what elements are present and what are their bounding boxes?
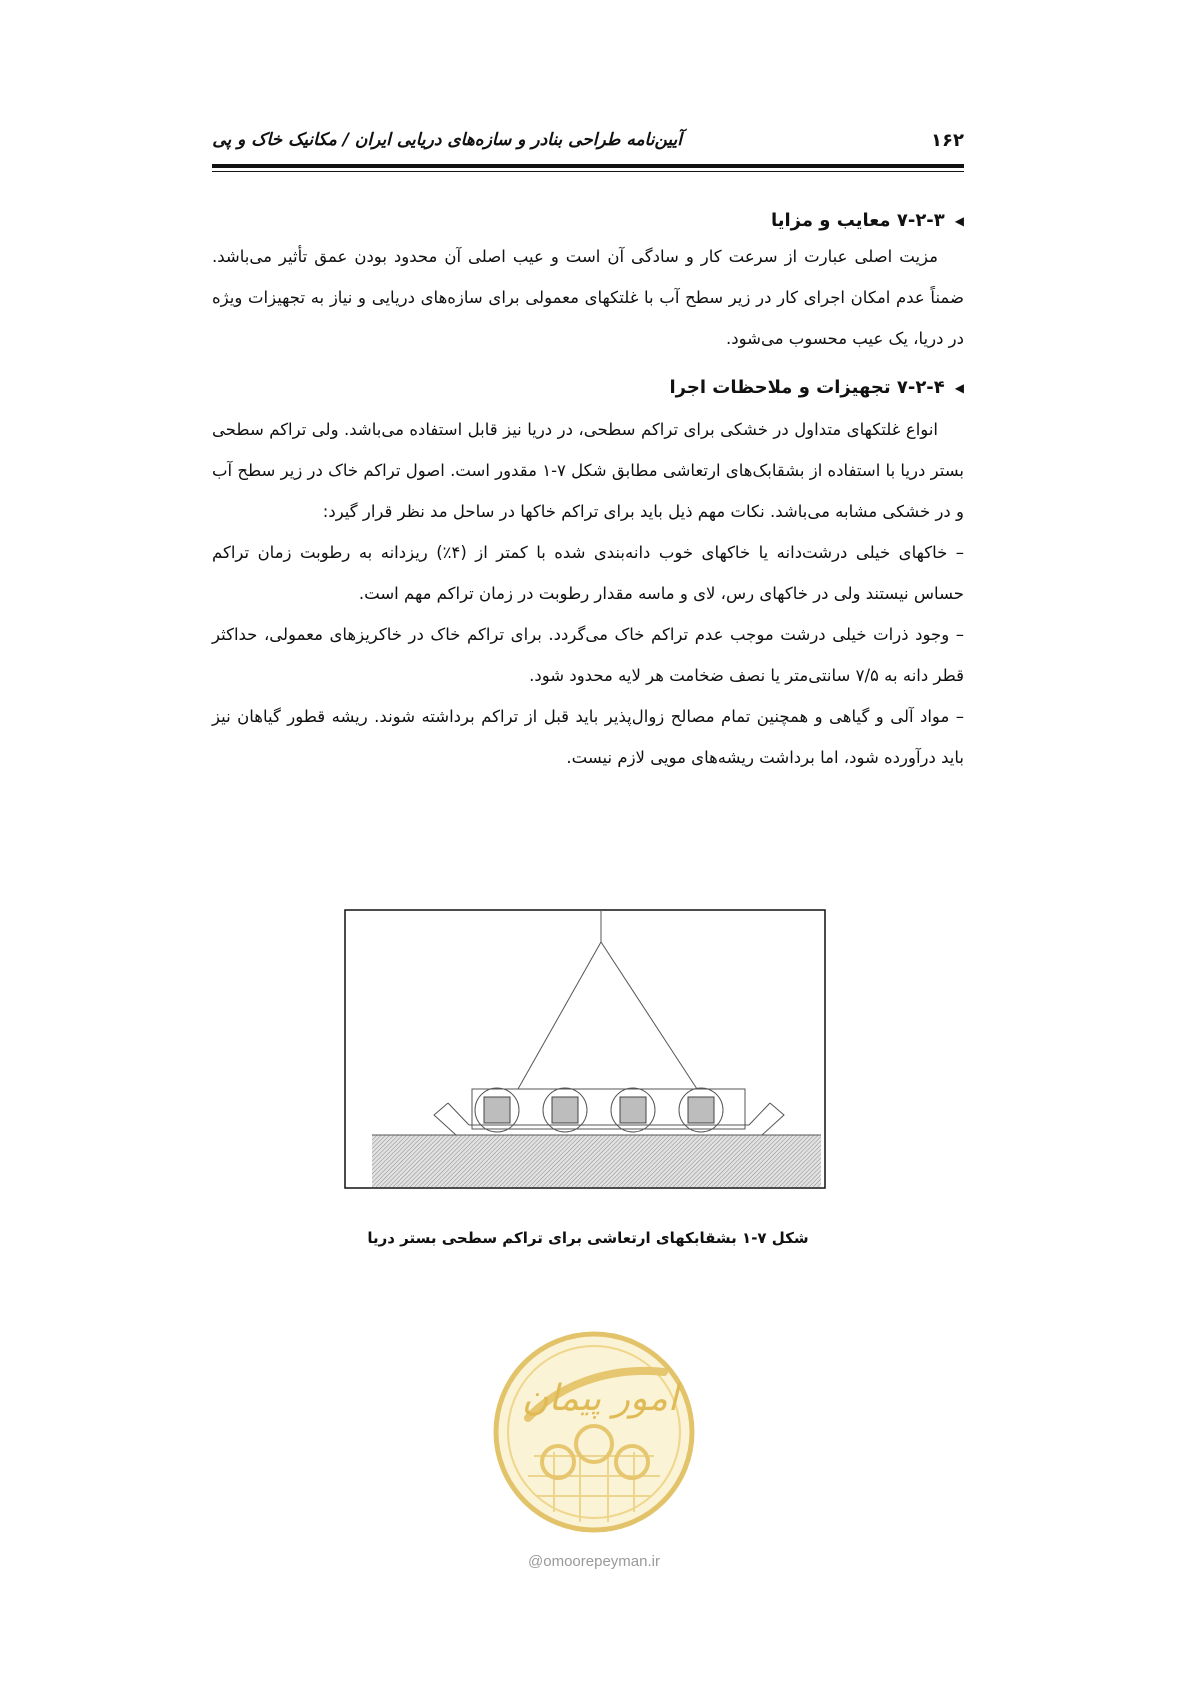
- section-heading-text: ۷-۲-۴ تجهیزات و ملاحظات اجرا: [669, 377, 945, 398]
- watermark-url: @omoorepeyman.ir: [528, 1553, 660, 1570]
- paragraph: مزیت اصلی عبارت از سرعت کار و سادگی آن است و عیب اصلی آن محدود بودن عمق تأثیر می‌باشد. ضمناً عدم امکان اجرای کار در زیر سطح آب با غلتکهای معمولی برای سازه‌های دریایی و نیاز به تجهیزات ویژه در دریا، یک عیب محسوب می‌شود.: [212, 247, 964, 348]
- publisher-seal-logo: [488, 1326, 700, 1538]
- figure-caption: شکل ۷-۱ بشقابکهای ارتعاشی برای تراکم سطحی بستر دریا: [367, 1229, 809, 1247]
- list-item: – مواد آلی و گیاهی و همچنین تمام مصالح زوال‌پذیر باید قبل از تراکم برداشته شوند. ریشه قطور گیاهان نیز باید درآورده شود، اما برداشت ریشه‌های مویی لازم نیست.: [212, 707, 964, 767]
- vibrator-block: [620, 1097, 646, 1123]
- list-item: – خاکهای خیلی درشت‌دانه یا خاکهای خوب دانه‌بندی شده با کمتر از (۴٪) ریزدانه به رطوبت زمان تراکم حساس نیستند ولی در خاکهای رس، لای و ماسه مقدار رطوبت در زمان تراکم مهم است.: [212, 543, 965, 603]
- vibrator-block: [552, 1097, 578, 1123]
- running-header: [212, 128, 964, 154]
- triangle-bullet-icon: ◀: [954, 214, 964, 228]
- header-rule-thick: [212, 164, 964, 168]
- vibrator-block: [484, 1097, 510, 1123]
- seabed-soil: [372, 1135, 821, 1187]
- vibratory-plate-figure: [344, 909, 826, 1189]
- section-heading-text: ۷-۲-۳ معایب و مزایا: [770, 210, 945, 231]
- paragraph: انواع غلتکهای متداول در خشکی برای تراکم سطحی، در دریا نیز قابل استفاده می‌باشد. ولی تراکم سطحی بستر دریا با استفاده از بشقابک‌های ارتعاشی مطابق شکل ۷-۱ مقدور است. اصول تراکم خاک در زیر سطح آب و در خشکی مشابه می‌باشد. نکات مهم ذیل باید برای تراکم خاکها در ساحل مد نظر قرار گیرد:: [212, 420, 964, 521]
- header-rule-thin: [212, 171, 964, 172]
- page-number: ۱۶۲: [931, 130, 964, 151]
- seal-lettering: امور پیمان: [522, 1378, 678, 1419]
- section-heading: [212, 373, 964, 403]
- body-text: [212, 206, 964, 778]
- vibrator-block: [688, 1097, 714, 1123]
- triangle-bullet-icon: ◀: [954, 381, 964, 395]
- section-heading: [212, 206, 964, 236]
- list-item: – وجود ذرات خیلی درشت موجب عدم تراکم خاک می‌گردد. برای تراکم خاک در خاکریزهای معمولی، حداکثر قطر دانه به ۷/۵ سانتی‌متر یا نصف ضخامت هر لایه محدود شود.: [212, 625, 964, 685]
- header-title: آیین‌نامه طراحی بنادر و سازه‌های دریایی ایران / مکانیک خاک و پی: [212, 130, 682, 150]
